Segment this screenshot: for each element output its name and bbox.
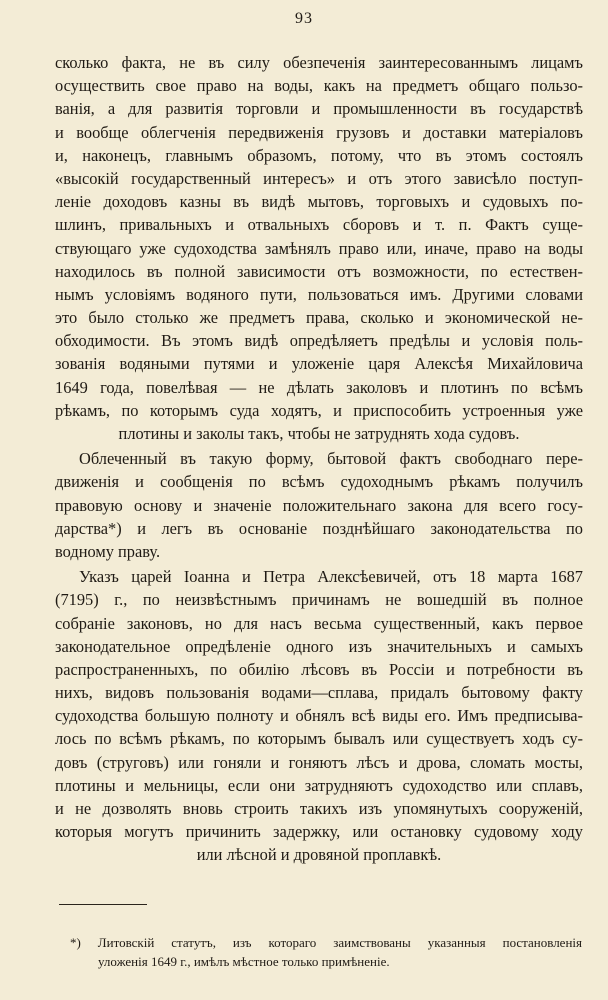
text-line: нымъ условіямъ водяного пути, пользоваться имъ. Другими словами bbox=[55, 284, 583, 304]
text-line: сколько факта, не въ силу обезпеченія заинтересованнымъ лицамъ bbox=[55, 53, 583, 72]
text-line: леніе доходовъ казны въ видѣ мытовъ, торговыхъ и судовыхъ по- bbox=[55, 192, 583, 212]
footnotes bbox=[62, 933, 582, 971]
text-line: и, наконецъ, главнымъ образомъ, потому, что въ этомъ состоялъ bbox=[55, 145, 583, 165]
text-line: зованія водяными путями и уложеніе царя Алексѣя Михайловича bbox=[55, 354, 583, 374]
text-line: находилось въ полной зависимости отъ возможности, по естествен- bbox=[55, 261, 583, 281]
text-line: ванія, а для развитія торговли и промышленности въ государствѣ bbox=[55, 99, 583, 119]
text-line: водному праву. bbox=[55, 541, 161, 561]
text-line: осуществить свое право на воды, какъ на предметъ общаго пользо- bbox=[55, 76, 583, 96]
text-line: рѣкамъ, по которымъ суда ходятъ, и приспособить устроенныя уже bbox=[55, 400, 583, 420]
text-line: шлинъ, привальныхъ и отвальныхъ сборовъ и т. п. Фактъ суще- bbox=[55, 215, 583, 235]
paragraph-1 bbox=[55, 51, 583, 445]
text-line: ствующаго уже судоходства замѣнялъ право или, иначе, право на воды bbox=[55, 238, 583, 258]
text-line: законодательное опредѣленіе одного изъ значительныхъ и самыхъ bbox=[55, 636, 583, 656]
text-line: судоходства большую полноту и обнялъ всѣ виды его. Имъ предписыва- bbox=[55, 706, 583, 726]
page-number: 93 bbox=[295, 10, 313, 27]
footnote-line: уложенія 1649 г., имѣлъ мѣстное только примѣненіе. bbox=[98, 954, 390, 969]
text-line: или лѣсной и дровяной проплавкѣ. bbox=[196, 845, 442, 865]
text-line: распространенныхъ, по обилію лѣсовъ въ Россіи и потребности въ bbox=[55, 659, 583, 679]
text-line: обходимости. Въ этомъ видѣ опредѣляетъ предѣлы и условія поль- bbox=[55, 331, 583, 351]
text-line: движенія и сообщенія по всѣмъ судоходнымъ рѣкамъ получилъ bbox=[55, 472, 583, 492]
footnote-divider bbox=[59, 904, 147, 905]
paragraph-2 bbox=[55, 447, 583, 563]
text-line: довъ (струговъ) или гоняли и гоняютъ лѣсъ и дрова, сломать мосты, bbox=[55, 752, 583, 772]
text-line: «высокій государственный интересъ» и отъ этого зависѣло поступ- bbox=[55, 168, 583, 188]
text-line: плотины и мельницы, если они затрудняютъ судоходство или сплавъ, bbox=[55, 775, 583, 795]
body-text bbox=[55, 51, 583, 867]
text-line: Облеченный въ такую форму, бытовой фактъ свободнаго пере- bbox=[79, 449, 583, 469]
text-line: нихъ, видовъ пользованія водами—сплава, придалъ бытовому факту bbox=[55, 683, 583, 703]
text-line: Указъ царей Іоанна и Петра Алексѣевичей, отъ 18 марта 1687 bbox=[79, 567, 583, 587]
text-line: (7195) г., по неизвѣстнымъ причинамъ не вошедшій въ полное bbox=[55, 590, 583, 610]
text-line: дарства*) и легъ въ основаніе позднѣйшаго законодательства по bbox=[55, 518, 583, 538]
text-line: собраніе законовъ, но для насъ весьма существенный, какъ первое bbox=[55, 613, 583, 633]
text-line: это было столько же предметъ права, сколько и экономической не- bbox=[55, 308, 583, 328]
text-line: и вообще облегченія передвиженія грузовъ и доставки матеріаловъ bbox=[55, 122, 583, 142]
text-line: которыя могутъ причинить задержку, или остановку судовому ходу bbox=[55, 822, 583, 842]
text-line: плотины и заколы такъ, чтобы не затруднять хода судовъ. bbox=[118, 424, 520, 443]
footnote-line: *) Литовскій статутъ, изъ котораго заимствованы указанныя постановленія bbox=[70, 935, 582, 950]
text-line: и не дозволять вновь строить такихъ изъ упомянутыхъ сооруженій, bbox=[55, 799, 583, 818]
paragraph-3 bbox=[55, 565, 583, 866]
text-line: лось по всѣмъ рѣкамъ, по которымъ бывалъ или существуетъ ходъ су- bbox=[55, 729, 583, 749]
text-line: правовую основу и значеніе положительнаго закона для всего госу- bbox=[55, 495, 583, 515]
text-line: 1649 года, повелѣвая — не дѣлать заколовъ и плотинъ по всѣмъ bbox=[55, 377, 583, 397]
